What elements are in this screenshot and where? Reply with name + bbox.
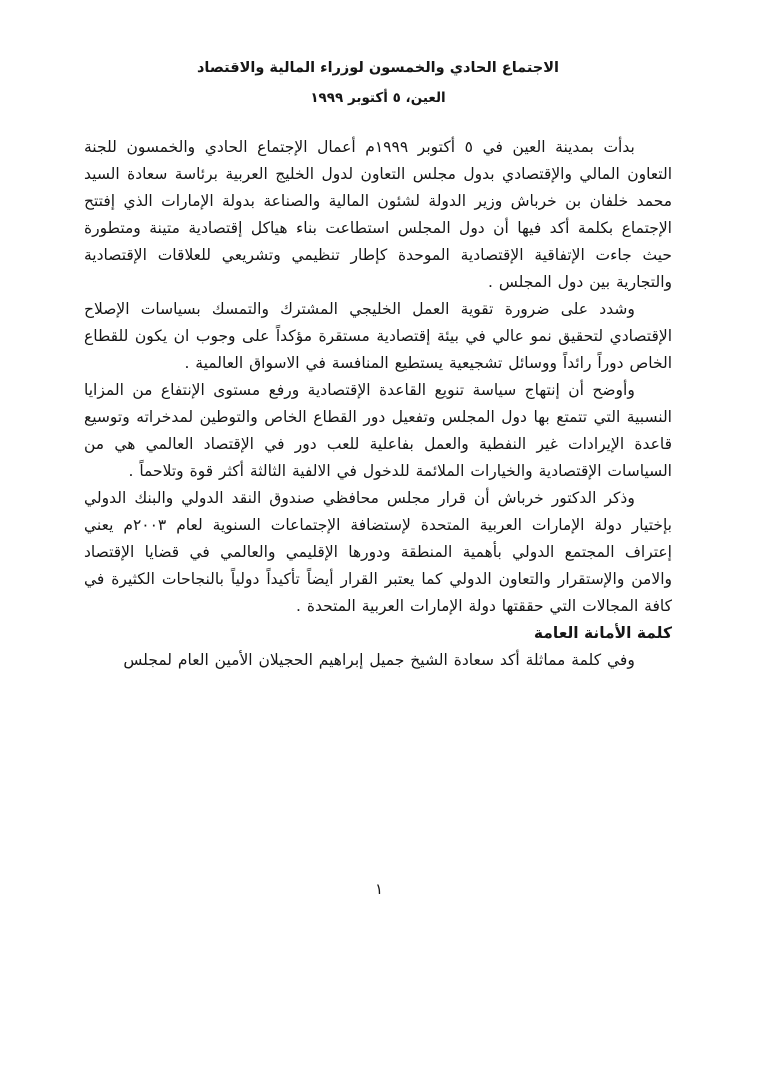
paragraph-imf-decision: وذكر الدكتور خرباش أن قرار مجلس محافظي صندوق النقد الدولي والبنك الدولي بإختيار دولة الإمارات العربية المتحدة لإستضافة الإجتماعات السنوية لعام ٢٠٠٣م يعني إعتراف المجتمع الدولي بأهمية المنطقة ودورها الإقليمي والعالمي في قضايا الإقتصاد والامن والإستقرار والتعاون الدولي كما يعتبر القرار أيضاً تأكيداً دولياً بالنجاحات الكثيرة في كافة المجالات التي حققتها دولة الإمارات العربية المتحدة . xyxy=(84,489,672,615)
paragraph-reform: وشدد على ضرورة تقوية العمل الخليجي المشترك والتمسك بسياسات الإصلاح الإقتصادي لتحقيق نمو عالي في بيئة إقتصادية مستقرة مؤكداً على وجوب ان يكون للقطاع الخاص دوراً رائداً ووسائل تشجيعية يستطيع المنافسة في الاسواق العالمية . xyxy=(84,300,672,372)
paragraph-opening: بدأت بمدينة العين في ٥ أكتوبر ١٩٩٩م أعمال الإجتماع الحادي والخمسون للجنة التعاون المالي والإقتصادي بدول مجلس التعاون لدول الخليج العربية برئاسة سعادة السيد محمد خلفان بن خرباش وزير الدولة لشئون المالية والصناعة بدولة الإمارات الذي إفتتح الإجتماع بكلمة أكد فيها أن دول المجلس استطاعت بناء هياكل إقتصادية متينة ومتطورة حيث جاءت الإتفاقية الإقتصادية الموحدة كإطار تنظيمي وتشريعي للعلاقات الإقتصادية والتجارية بين دول المجلس . xyxy=(84,138,672,291)
page-number: ١ xyxy=(374,880,384,898)
document-subtitle: العين، ٥ أكتوبر ١٩٩٩ xyxy=(310,90,446,106)
paragraph-diversification: وأوضح أن إنتهاج سياسة تنويع القاعدة الإقتصادية ورفع مستوى الإنتفاع من المزايا النسبية التي تتمتع بها دول المجلس وتفعيل دور القطاع الخاص والتوطين لمدخراته وتوسيع قاعدة الإيرادات غير النفطية والعمل بفاعلية للعب دور في الإقتصاد العالمي هي من السياسات الإقتصادية والخيارات الملائمة للدخول في الالفية الثالثة أكثر قوة وتلاحماً . xyxy=(84,381,672,480)
document-body xyxy=(84,134,672,674)
document-title: الاجتماع الحادي والخمسون لوزراء المالية والاقتصاد xyxy=(196,60,560,76)
paragraph-secretariat-speech: وفي كلمة مماثلة أكد سعادة الشيخ جميل إبراهيم الحجيلان الأمين العام لمجلس xyxy=(123,651,635,669)
section-heading-general-secretariat: كلمة الأمانة العامة xyxy=(533,624,672,642)
document-header xyxy=(84,60,672,106)
